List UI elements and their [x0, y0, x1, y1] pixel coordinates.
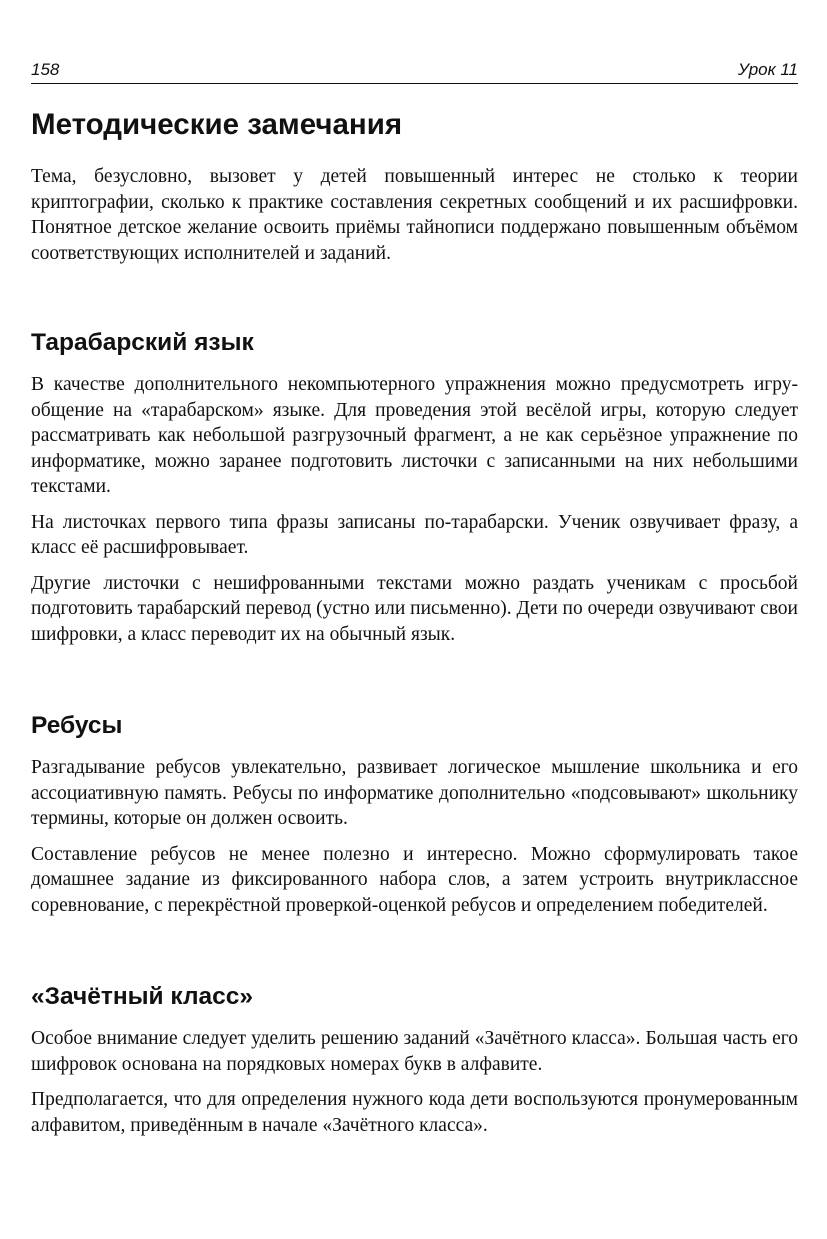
- section-title-methodical-notes: Методические замечания: [31, 108, 403, 141]
- section-spacer: [31, 928, 798, 980]
- section-title-gibberish-language: Тарабарский язык: [31, 329, 254, 356]
- paragraph: Составление ребусов не менее полезно и интересно. Можно сформулировать такое домашнее задание из фиксированного набора слов, а затем устроить внутриклассное соревнование, с перекрёстной проверкой-оценкой ребусов и определением победителей.: [31, 843, 798, 916]
- paragraph: В качестве дополнительного некомпьютерного упражнения можно предусмотреть игру-общение на «тарабарском» языке. Для проведения этой весёлой игры, которую следует рассматривать как небольшой разгрузочный фрагмент, а не как серьёзное упражнение по информатике, можно заранее подготовить листочки с записанными на них небольшими текстами.: [31, 374, 798, 497]
- section-spacer: [31, 276, 798, 326]
- lesson-label: Урок 11: [738, 60, 798, 79]
- running-header: [31, 57, 798, 84]
- page-content: [31, 104, 798, 1148]
- paragraph: На листочках первого типа фразы записаны по-тарабарски. Ученик озвучивает фразу, а класс её расшифровывает.: [31, 511, 798, 558]
- section-title-rebuses: Ребусы: [31, 712, 123, 739]
- paragraph: Другие листочки с нешифрованными текстами можно раздать ученикам с просьбой подготовить тарабарский перевод (устно или письменно). Дети по очереди озвучивают свои шифровки, а класс переводит их на обычный язык.: [31, 572, 798, 645]
- paragraph: Разгадывание ребусов увлекательно, развивает логическое мышление школьника и его ассоциативную память. Ребусы по информатике дополнительно «подсовывают» школьнику термины, которые он должен освоить.: [31, 757, 798, 829]
- section-title-credit-class: «Зачётный класс»: [31, 983, 254, 1010]
- paragraph: Предполагается, что для определения нужного кода дети воспользуются пронумерованным алфавитом, приведённым в начале «Зачётного класса».: [31, 1089, 798, 1136]
- paragraph: Особое внимание следует уделить решению заданий «Зачётного класса». Большая часть его шифровок основана на порядковых номерах букв в алфавите.: [31, 1028, 798, 1075]
- section-spacer: [31, 657, 798, 709]
- paragraph: Тема, безусловно, вызовет у детей повышенный интерес не столько к теории криптографии, сколько к практике составления секретных сообщений и их расшифровки. Понятное детское желание освоить приёмы тайнописи поддержано повышенным объёмом соответствующих исполнителей и заданий.: [31, 166, 798, 264]
- page-number: 158: [31, 60, 60, 79]
